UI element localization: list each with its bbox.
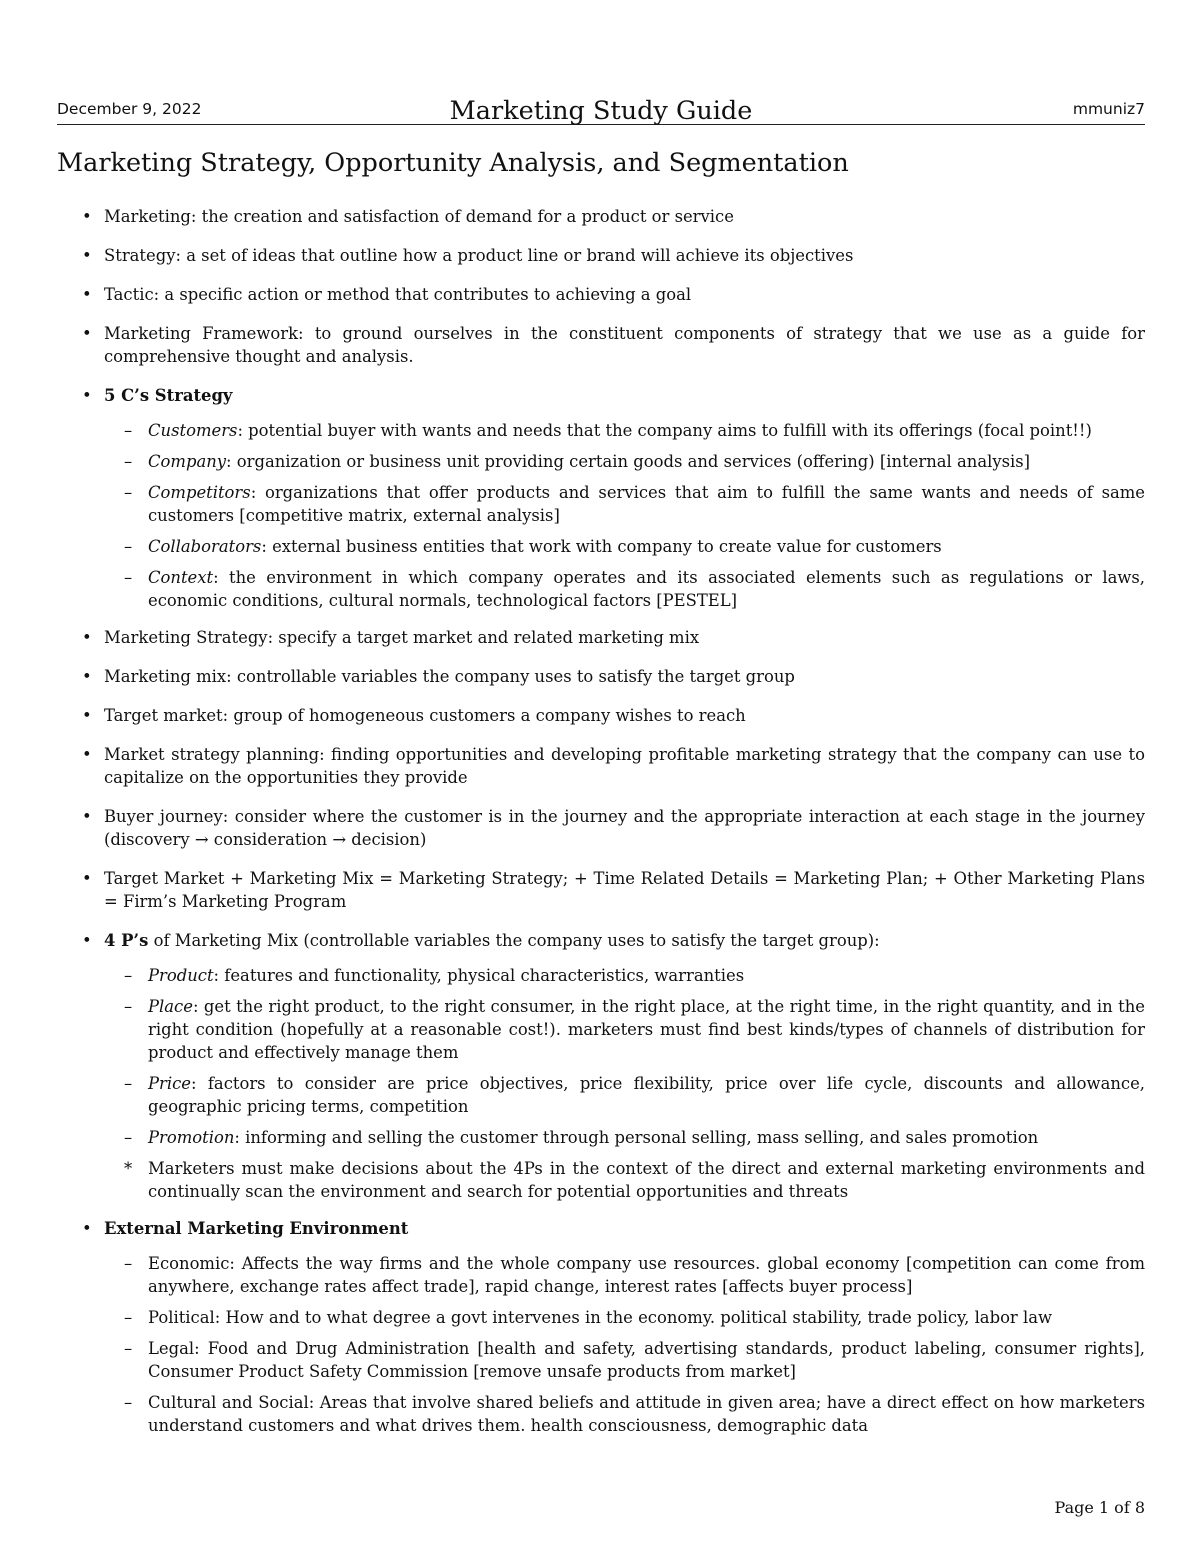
term-label: Context [148,568,214,587]
header-title: Marketing Study Guide [449,96,753,126]
bullet-icon: • [82,931,92,950]
bullet-text: Tactic: a specific action or method that contributes to achieving a goal [104,285,692,304]
sub-list-item [104,1337,1145,1383]
term-label: Price [148,1074,191,1093]
term-text: : the environment in which company operates and its associated elements such as regulations or laws, economic conditions, cultural normals, technological factors [PESTEL] [148,568,1145,610]
page-number: Page 1 of 8 [1054,1498,1145,1517]
term-label: Promotion [148,1128,235,1147]
dash-icon: – [124,1308,133,1327]
four-ps-heading-rest: of Marketing Mix (controllable variables the company uses to satisfy the target group): [148,931,880,950]
dash-icon: – [124,483,133,502]
sub-list-item [104,964,1145,987]
bullet-text: Target market: group of homogeneous customers a company wishes to reach [104,706,746,725]
list-item [82,626,1145,649]
term-text: : external business entities that work with company to create value for customers [261,537,942,556]
bullet-icon: • [82,1219,92,1238]
list-item [82,867,1145,913]
external-list [104,1252,1145,1437]
sub-list-item [104,1391,1145,1437]
sub-list-item [104,1252,1145,1298]
term-text: : informing and selling the customer through personal selling, mass selling, and sales promotion [234,1128,1039,1147]
bullet-text: Market strategy planning: finding opportunities and developing profitable marketing strategy that the company can use to capitalize on the opportunities they provide [104,745,1145,787]
bullet-icon: • [82,869,92,888]
term-text: : factors to consider are price objectives, price flexibility, price over life cycle, discounts and allowance, geographic pricing terms, competition [148,1074,1145,1116]
dash-icon: – [124,1393,133,1412]
bullet-icon: • [82,628,92,647]
bullet-icon: • [82,246,92,265]
page-header [57,88,1145,125]
star-icon: * [124,1159,133,1178]
sub-list-item [104,450,1145,473]
dash-icon: – [124,421,133,440]
sub-list-item [104,1126,1145,1149]
bullet-icon: • [82,207,92,226]
list-item [82,743,1145,789]
four-ps-heading: 4 P’s [104,931,149,950]
term-label: Customers [148,421,238,440]
sub-list-item [104,419,1145,442]
main-content [82,205,1145,1451]
sub-list-item [104,995,1145,1064]
list-item [82,244,1145,267]
term-text: : features and functionality, physical characteristics, warranties [213,966,745,985]
bullet-icon: • [82,807,92,826]
bullet-text: Marketing: the creation and satisfaction of demand for a product or service [104,207,734,226]
sub-text: Legal: Food and Drug Administration [health and safety, advertising standards, product labeling, consumer rights], Consumer Product Safety Commission [remove unsafe products from market] [148,1339,1145,1381]
five-cs-list [104,419,1145,612]
list-item [82,322,1145,368]
bullet-text: Marketing Strategy: specify a target market and related marketing mix [104,628,700,647]
term-label: Competitors [148,483,251,502]
sub-list-item [104,566,1145,612]
dash-icon: – [124,997,133,1016]
bullet-icon: • [82,386,92,405]
term-label: Company [148,452,227,471]
dash-icon: – [124,568,133,587]
list-item [82,665,1145,688]
sub-text: Cultural and Social: Areas that involve shared beliefs and attitude in given area; have a direct effect on how marketers understand customers and what drives them. health consciousness, demographic data [148,1393,1145,1435]
bullet-text: Marketing Framework: to ground ourselves in the constituent components of strategy that we use as a guide for comprehensive thought and analysis. [104,324,1145,366]
bullet-text: Marketing mix: controllable variables the company uses to satisfy the target group [104,667,795,686]
sub-list-item-note [104,1157,1145,1203]
section-title: Marketing Strategy, Opportunity Analysis, and Segmentation [57,148,849,178]
dash-icon: – [124,1339,133,1358]
dash-icon: – [124,452,133,471]
list-item [82,704,1145,727]
bullet-list [82,205,1145,1437]
list-item-four-ps [82,929,1145,1203]
bullet-icon: • [82,745,92,764]
term-label: Place [148,997,193,1016]
list-item [82,205,1145,228]
sub-list-item [104,1306,1145,1329]
bullet-icon: • [82,706,92,725]
term-text: : potential buyer with wants and needs that the company aims to fulfill with its offerings (focal point!!) [237,421,1092,440]
list-item [82,283,1145,306]
sub-list-item [104,481,1145,527]
term-label: Collaborators [148,537,262,556]
dash-icon: – [124,1128,133,1147]
bullet-text: Buyer journey: consider where the customer is in the journey and the appropriate interaction at each stage in the journey (discovery → consideration → decision) [104,807,1145,849]
list-item [82,805,1145,851]
five-cs-heading: 5 C’s Strategy [104,386,233,405]
sub-text: Political: How and to what degree a govt intervenes in the economy. political stability, trade policy, labor law [148,1308,1053,1327]
bullet-icon: • [82,324,92,343]
list-item-external-environment [82,1217,1145,1437]
external-heading: External Marketing Environment [104,1219,409,1238]
header-date: December 9, 2022 [57,100,202,118]
sub-list-item [104,1072,1145,1118]
bullet-icon: • [82,285,92,304]
dash-icon: – [124,1254,133,1273]
term-label: Product [148,966,214,985]
sub-text: Economic: Affects the way firms and the whole company use resources. global economy [competition can come from anywhere, exchange rates affect trade], rapid change, interest rates [affects buyer process] [148,1254,1145,1296]
list-item-five-cs [82,384,1145,612]
bullet-text: Target Market + Marketing Mix = Marketing Strategy; + Time Related Details = Marketing Plan; + Other Marketing Plans = Firm’s Marketing Program [104,869,1145,911]
bullet-icon: • [82,667,92,686]
bullet-text: Strategy: a set of ideas that outline how a product line or brand will achieve its objectives [104,246,854,265]
term-text: : get the right product, to the right consumer, in the right place, at the right time, in the right quantity, and in the right condition (hopefully at a reasonable cost!). marketers must find best kinds/types of channels of distribution for product and effectively manage them [148,997,1145,1062]
term-text: : organization or business unit providing certain goods and services (offering) [internal analysis] [226,452,1031,471]
dash-icon: – [124,966,133,985]
four-ps-list [104,964,1145,1203]
note-text: Marketers must make decisions about the 4Ps in the context of the direct and external marketing environments and continually scan the environment and search for potential opportunities and threats [148,1159,1145,1201]
header-author: mmuniz7 [1072,100,1145,118]
sub-list-item [104,535,1145,558]
dash-icon: – [124,537,133,556]
term-text: : organizations that offer products and services that aim to fulfill the same wants and needs of same customers [competitive matrix, external analysis] [148,483,1145,525]
dash-icon: – [124,1074,133,1093]
